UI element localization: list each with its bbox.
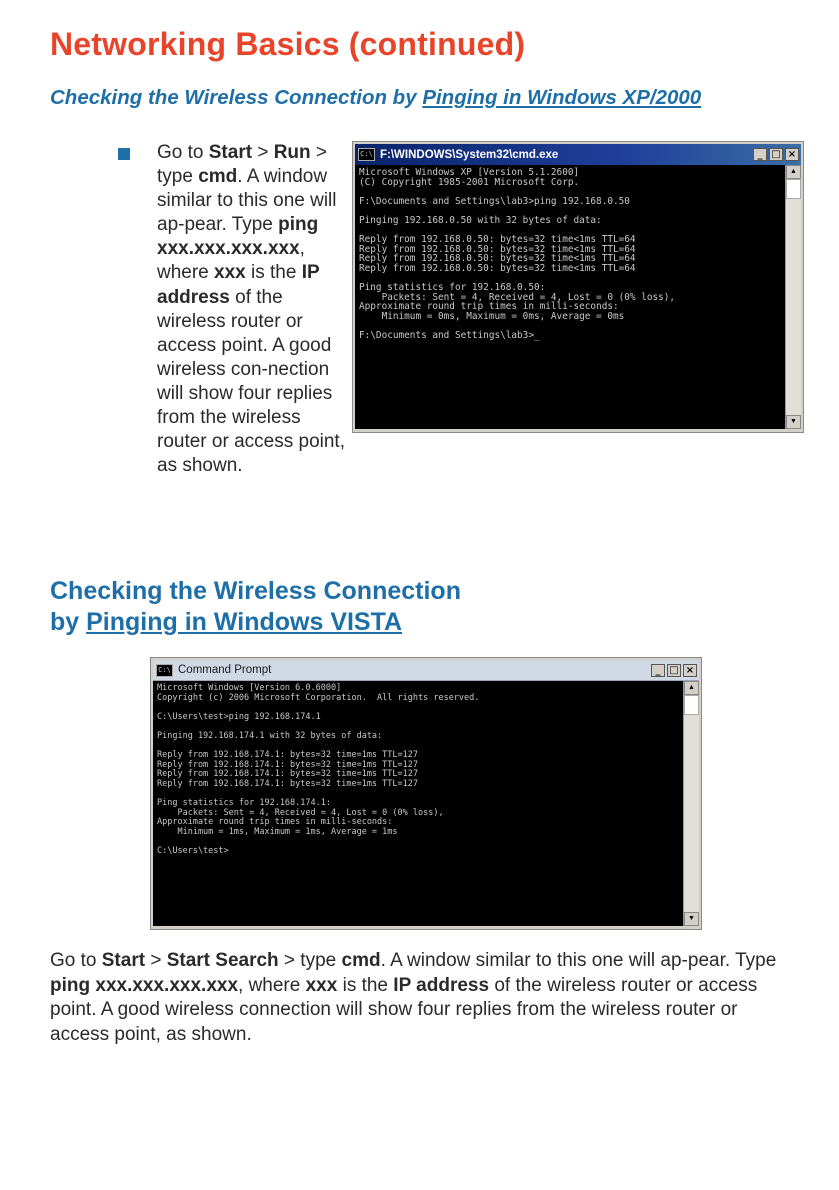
xp-window-title: F:\WINDOWS\System32\cmd.exe <box>380 148 559 161</box>
text-run: Go to <box>157 142 209 163</box>
bold-term: Run <box>273 142 311 163</box>
vista-heading-link[interactable]: Pinging in Windows VISTA <box>86 608 403 636</box>
bold-term: xxx <box>305 974 338 996</box>
minimize-button[interactable]: _ <box>651 664 665 677</box>
text-run: > <box>145 950 167 971</box>
text-run: . A window similar to this one will ap-pear. Type <box>380 950 777 971</box>
bold-term: IP address <box>157 262 320 308</box>
vista-console-area[interactable] <box>153 681 699 926</box>
minimize-button[interactable]: _ <box>753 148 767 161</box>
xp-scrollbar[interactable] <box>785 165 801 429</box>
close-button[interactable]: × <box>785 148 799 161</box>
scroll-down-arrow-icon[interactable]: ▼ <box>684 912 699 926</box>
maximize-button[interactable]: □ <box>667 664 681 677</box>
maximize-button[interactable]: □ <box>769 148 783 161</box>
xp-title-bar[interactable] <box>355 144 801 165</box>
xp-console-area[interactable] <box>355 165 801 429</box>
text-run: is the <box>337 974 394 996</box>
scroll-thumb[interactable] <box>786 179 801 199</box>
vista-heading-prefix: by <box>50 608 87 636</box>
bold-term: Start <box>208 142 253 163</box>
text-run: of the wireless router or access point. A good wireless connection will show four replies from the wireless router or access point, as shown. <box>50 974 758 1045</box>
xp-heading-link[interactable]: Pinging in Windows XP/2000 <box>422 86 702 109</box>
text-run: , where <box>238 974 306 996</box>
text-run: of the wireless router or access point. A good wireless con-nection will show four replies from the wireless router or access point, as shown. <box>157 286 345 477</box>
text-run: > type <box>157 142 328 188</box>
xp-heading-prefix: Checking the Wireless Connection by <box>50 86 423 109</box>
text-run: > type <box>278 950 342 971</box>
scroll-down-arrow-icon[interactable]: ▼ <box>786 415 801 429</box>
bold-term: Start Search <box>166 950 279 971</box>
scroll-track[interactable] <box>786 199 801 415</box>
cmd-app-icon: C:\ <box>156 664 173 677</box>
scroll-up-arrow-icon[interactable]: ▲ <box>684 681 699 695</box>
vista-scrollbar[interactable] <box>683 681 699 926</box>
bold-term: Start <box>101 950 146 971</box>
scroll-track[interactable] <box>684 715 699 912</box>
xp-cmd-window <box>352 141 804 433</box>
scroll-up-arrow-icon[interactable]: ▲ <box>786 165 801 179</box>
bold-term: cmd <box>198 166 238 188</box>
vista-heading-line1: Checking the Wireless Connection <box>50 577 461 605</box>
vista-window-title: Command Prompt <box>178 664 272 676</box>
text-run: > <box>252 142 274 163</box>
page-title: Networking Basics (continued) <box>50 26 526 62</box>
bold-term: ping xxx.xxx.xxx.xxx <box>157 214 319 260</box>
vista-instructions <box>50 949 800 1047</box>
text-run: . A window similar to this one will ap-pear. Type <box>157 166 337 236</box>
bold-term: IP address <box>393 974 490 996</box>
text-run: , where <box>157 238 305 284</box>
bold-term: xxx <box>214 262 246 284</box>
text-run: is the <box>245 262 302 284</box>
cmd-app-icon: C:\ <box>358 148 375 161</box>
text-run: Go to <box>50 950 102 971</box>
xp-instructions <box>157 141 347 478</box>
vista-console-output: Microsoft Windows [Version 6.0.6000] Copyright (c) 2006 Microsoft Corporation. All rights reserved. C:\Users\test>ping 192.168.174.1 Pinging 192.168.174.1 with 32 bytes of data: Reply from 192.168.174.1: bytes=32 time=1ms TTL=127 Reply from 192.168.174.1: bytes=32 time=1ms TTL=127 Reply from 192.168.174.1: bytes=32 time=1ms TTL=127 Reply from 192.168.174.1: bytes=32 time=1ms TTL=127 Ping statistics for 192.168.174.1: Packets: Sent = 4, Received = 4, Lost = 0 (0% loss), Approximate round trip times in milli-seconds: Minimum = 1ms, Maximum = 1ms, Average = 1ms C:\Users\test> <box>157 683 480 857</box>
bullet-square-icon <box>118 148 130 160</box>
xp-section-heading <box>50 84 750 111</box>
vista-title-bar[interactable] <box>153 660 699 681</box>
bold-term: ping xxx.xxx.xxx.xxx <box>50 974 239 996</box>
vista-cmd-window <box>150 657 702 930</box>
xp-console-output: Microsoft Windows XP [Version 5.1.2600] (C) Copyright 1985-2001 Microsoft Corp. F:\Documents and Settings\lab3>ping 192.168.0.50 Pinging 192.168.0.50 with 32 bytes of data: Reply from 192.168.0.50: bytes=32 time<1ms TTL=64 Reply from 192.168.0.50: bytes=32 time<1ms TTL=64 Reply from 192.168.0.50: bytes=32 time<1ms TTL=64 Reply from 192.168.0.50: bytes=32 time<1ms TTL=64 Ping statistics for 192.168.0.50: Packets: Sent = 4, Received = 4, Lost = 0 (0% loss), Approximate round trip times in milli-seconds: Minimum = 0ms, Maximum = 0ms, Average = 0ms F:\Documents and Settings\lab3>_ <box>359 167 676 342</box>
bold-term: cmd <box>341 950 381 971</box>
vista-section-heading <box>50 576 461 638</box>
close-button[interactable]: × <box>683 664 697 677</box>
scroll-thumb[interactable] <box>684 695 699 715</box>
